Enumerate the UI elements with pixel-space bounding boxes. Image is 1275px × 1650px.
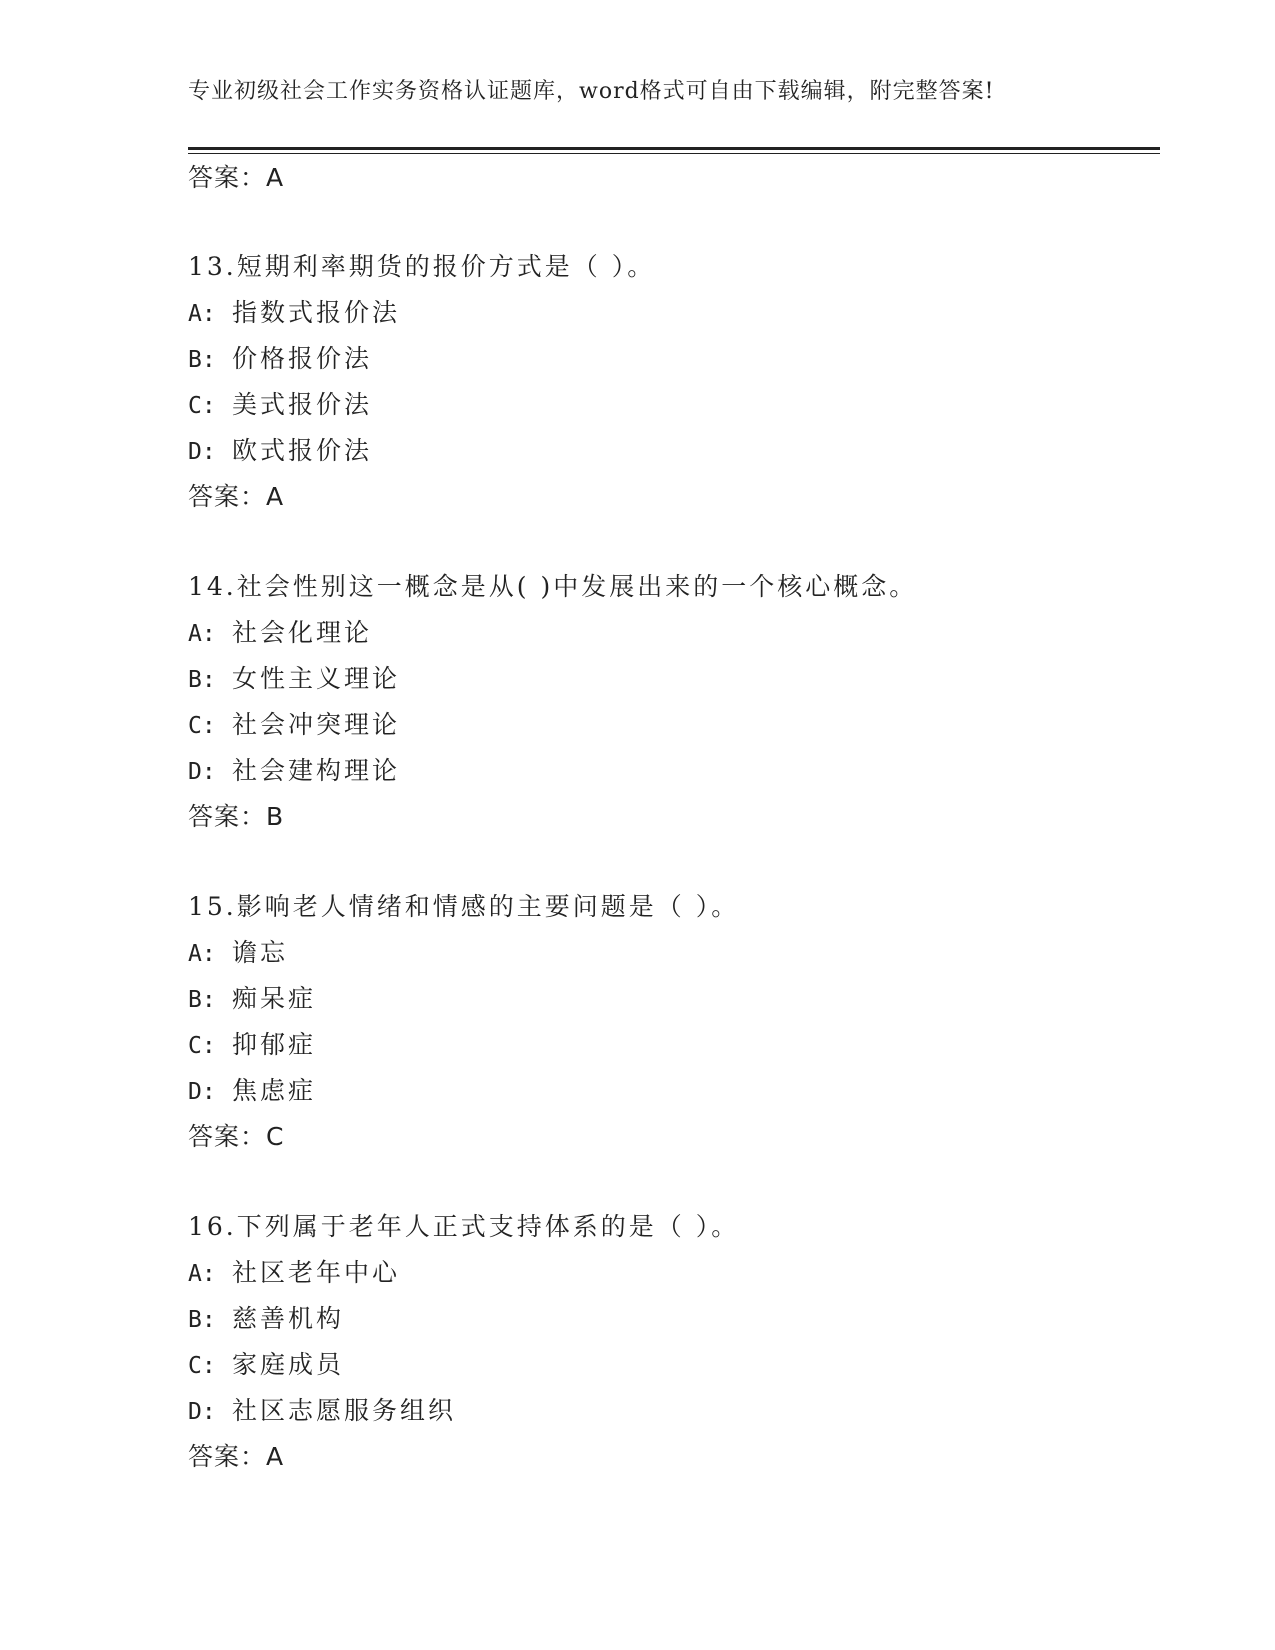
option-text: 美式报价法 xyxy=(232,390,373,419)
option-text: 女性主义理论 xyxy=(232,664,401,693)
question-13 xyxy=(188,244,1148,520)
question-stem: 13.短期利率期货的报价方式是（ ）。 xyxy=(188,252,656,281)
option-b xyxy=(188,336,1148,382)
previous-answer: 答案：A xyxy=(188,163,285,192)
page-header: 专业初级社会工作实务资格认证题库，word格式可自由下载编辑，附完整答案! xyxy=(188,79,995,104)
option-letter: B: xyxy=(188,1307,216,1333)
option-letter: A: xyxy=(188,941,216,967)
option-a xyxy=(188,290,1148,336)
option-b xyxy=(188,976,1148,1022)
answer: 答案：B xyxy=(188,802,285,831)
option-a xyxy=(188,1250,1148,1296)
option-letter: D: xyxy=(188,759,216,785)
option-text: 痴呆症 xyxy=(232,984,317,1013)
option-c xyxy=(188,382,1148,428)
option-text: 社会冲突理论 xyxy=(232,710,401,739)
option-b xyxy=(188,656,1148,702)
option-letter: A: xyxy=(188,1261,216,1287)
option-text: 社区志愿服务组织 xyxy=(232,1396,457,1425)
option-text: 社会建构理论 xyxy=(232,756,401,785)
answer: 答案：A xyxy=(188,482,285,511)
option-d xyxy=(188,1068,1148,1114)
option-letter: B: xyxy=(188,987,216,1013)
option-text: 社区老年中心 xyxy=(232,1258,401,1287)
option-text: 价格报价法 xyxy=(232,344,373,373)
option-text: 家庭成员 xyxy=(232,1350,345,1379)
option-text: 社会化理论 xyxy=(232,618,373,647)
option-letter: B: xyxy=(188,347,216,373)
option-c xyxy=(188,702,1148,748)
option-c xyxy=(188,1022,1148,1068)
question-stem: 15.影响老人情绪和情感的主要问题是（ ）。 xyxy=(188,892,740,921)
option-letter: D: xyxy=(188,1079,216,1105)
option-text: 指数式报价法 xyxy=(232,298,401,327)
option-letter: C: xyxy=(188,713,216,739)
question-15 xyxy=(188,884,1148,1160)
option-d xyxy=(188,748,1148,794)
option-letter: D: xyxy=(188,1399,216,1425)
question-14 xyxy=(188,564,1148,840)
option-letter: A: xyxy=(188,301,216,327)
header-divider xyxy=(188,147,1160,150)
question-stem: 14.社会性别这一概念是从( )中发展出来的一个核心概念。 xyxy=(188,572,918,601)
option-c xyxy=(188,1342,1148,1388)
option-text: 焦虑症 xyxy=(232,1076,317,1105)
option-letter: C: xyxy=(188,1033,216,1059)
option-letter: B: xyxy=(188,667,216,693)
option-letter: C: xyxy=(188,1353,216,1379)
option-text: 谵忘 xyxy=(232,938,289,967)
option-text: 慈善机构 xyxy=(232,1304,345,1333)
answer: 答案：C xyxy=(188,1122,285,1151)
option-letter: C: xyxy=(188,393,216,419)
option-a xyxy=(188,610,1148,656)
option-letter: D: xyxy=(188,439,216,465)
question-stem: 16.下列属于老年人正式支持体系的是（ ）。 xyxy=(188,1212,740,1241)
option-a xyxy=(188,930,1148,976)
option-letter: A: xyxy=(188,621,216,647)
option-b xyxy=(188,1296,1148,1342)
option-text: 欧式报价法 xyxy=(232,436,373,465)
answer: 答案：A xyxy=(188,1442,285,1471)
option-d xyxy=(188,428,1148,474)
option-text: 抑郁症 xyxy=(232,1030,317,1059)
option-d xyxy=(188,1388,1148,1434)
question-16 xyxy=(188,1204,1148,1480)
